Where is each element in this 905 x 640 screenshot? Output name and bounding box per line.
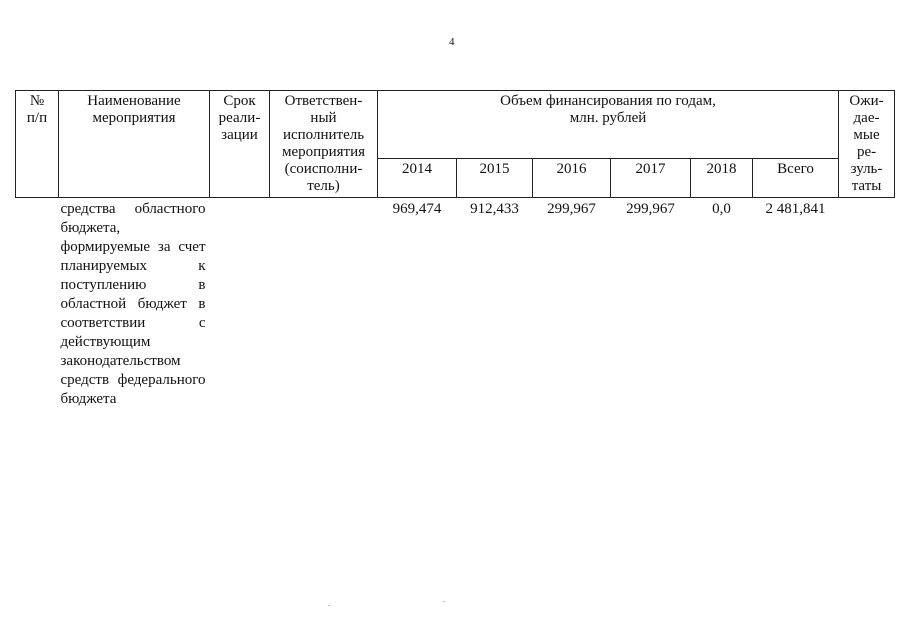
cell-value-2016: 299,967 xyxy=(547,201,596,217)
page-number: 4 xyxy=(449,36,455,48)
header-funding: Объем финансирования по годам, млн. рублей xyxy=(378,91,839,159)
table-row xyxy=(16,198,895,412)
funding-table xyxy=(15,90,895,411)
header-year-2016: 2016 xyxy=(533,159,611,198)
cell-period xyxy=(210,198,270,412)
cell-value-2018: 0,0 xyxy=(712,201,731,217)
header-year-2018: 2018 xyxy=(691,159,753,198)
cell-measure-name: средства областного бюджета, формируемые за счет планируемых к поступлению в областной бюджет в соответствии с действующим законодательством средств федерального бюджета xyxy=(60,201,206,407)
cell-responsible xyxy=(270,198,378,412)
scan-speck xyxy=(328,605,330,606)
header-num: № п/п xyxy=(16,91,59,198)
cell-expected-results xyxy=(839,198,895,412)
header-period: Срок реали- зации xyxy=(210,91,270,198)
cell-value-2015: 912,433 xyxy=(470,201,519,217)
cell-value-total: 2 481,841 xyxy=(765,201,826,217)
header-year-2017: 2017 xyxy=(611,159,691,198)
cell-num xyxy=(16,198,59,412)
header-row-main xyxy=(16,91,895,159)
scan-speck xyxy=(443,601,445,602)
header-year-2015: 2015 xyxy=(457,159,533,198)
cell-value-2014: 969,474 xyxy=(392,201,442,217)
header-expected-results: Ожи- дае- мые ре- зуль- таты xyxy=(839,91,895,198)
header-total: Всего xyxy=(753,159,839,198)
header-year-2014: 2014 xyxy=(378,159,457,198)
header-measure-name: Наименование мероприятия xyxy=(59,91,210,198)
cell-value-2017: 299,967 xyxy=(626,201,675,217)
header-responsible: Ответствен- ный исполнитель мероприятия (соисполни- тель) xyxy=(270,91,378,198)
